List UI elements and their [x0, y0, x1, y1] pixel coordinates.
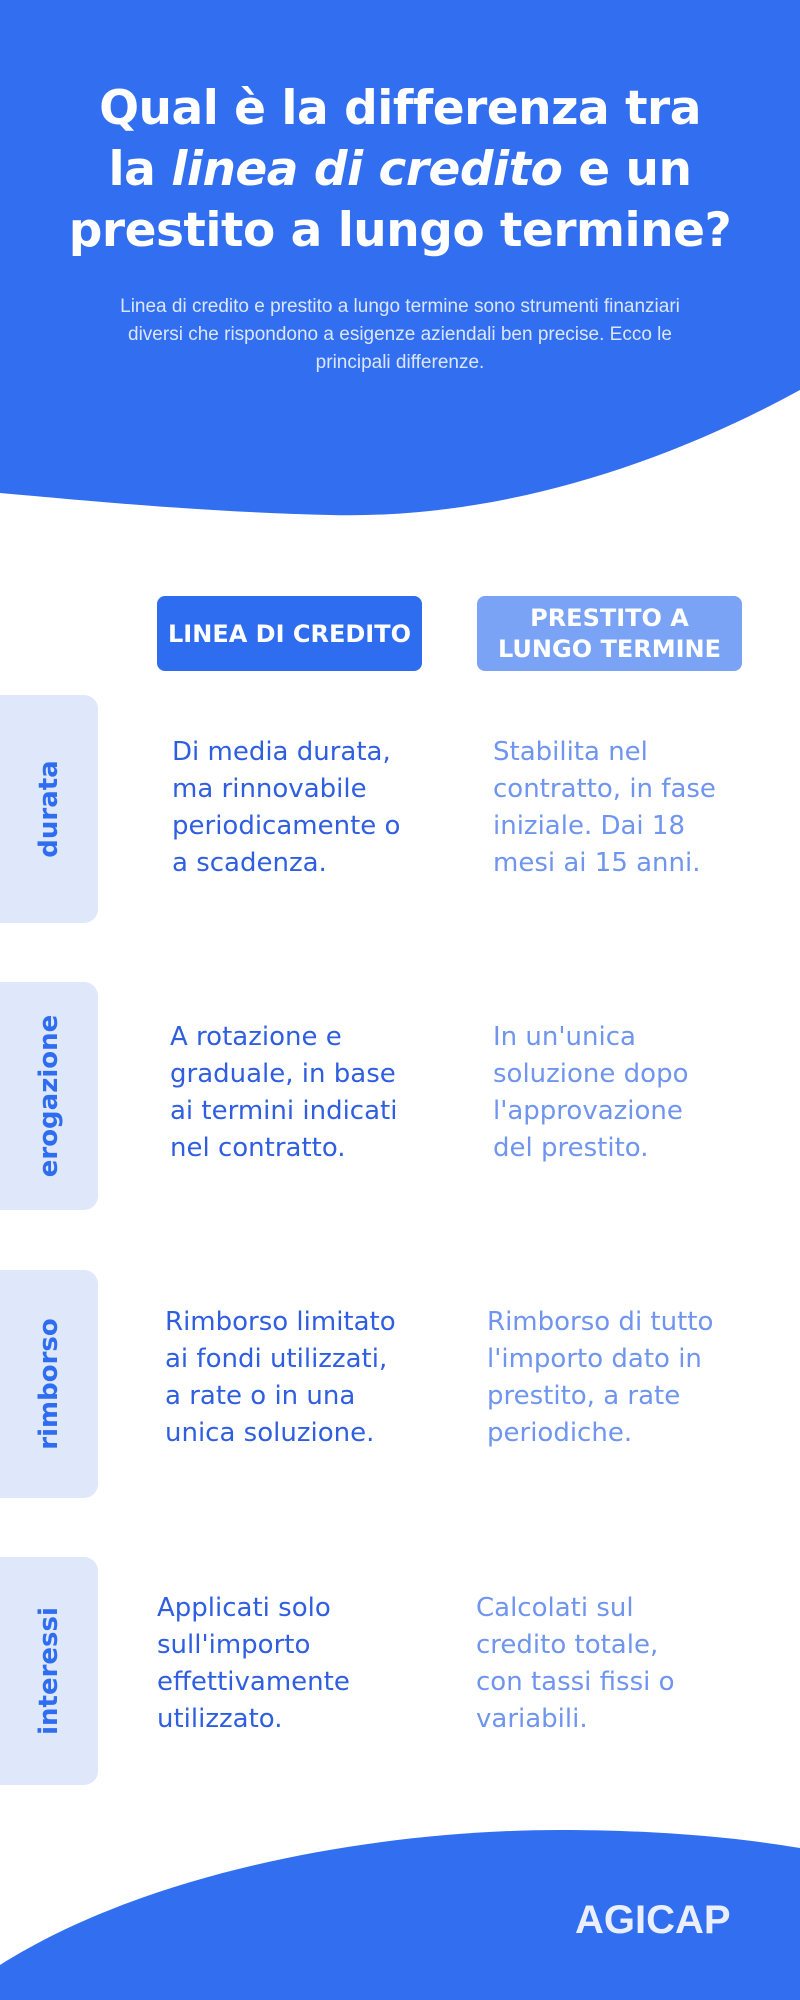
page-title: [60, 78, 740, 261]
row-tab-erogazione: [0, 982, 98, 1210]
row-label-erogazione: erogazione: [34, 1014, 64, 1178]
column-header-prestito-label: PRESTITO A LUNGO TERMINE: [497, 603, 721, 663]
page-subtitle: Linea di credito e prestito a lungo termine sono strumenti finanziari diversi che rispondono a esigenze aziendali ben precise. Ecco le principali differenze.: [120, 296, 680, 373]
cell-rimborso-prestito: Rimborso di tutto l'importo dato in prestito, a rate periodiche.: [487, 1307, 714, 1448]
column-header-prestito: [477, 596, 742, 671]
brand-logo: AGICAP: [575, 1898, 731, 1942]
cell-interessi-prestito: Calcolati sul credito totale, con tassi fissi o variabili.: [476, 1593, 675, 1734]
row-tab-interessi: [0, 1557, 98, 1785]
title-line-2-pre: la: [108, 142, 172, 197]
cell-rimborso-linea: Rimborso limitato ai fondi utilizzati, a rate o in una unica soluzione.: [165, 1307, 396, 1448]
cell-erogazione-prestito: In un'unica soluzione dopo l'approvazione del prestito.: [493, 1022, 689, 1163]
title-emphasis: linea di credito: [171, 142, 563, 197]
row-label-interessi: interessi: [34, 1607, 64, 1735]
title-line-1: Qual è la differenza tra: [99, 81, 701, 136]
column-header-linea-di-credito: LINEA DI CREDITO: [157, 596, 422, 671]
row-label-durata: durata: [34, 760, 64, 858]
title-line-2: [60, 139, 740, 200]
cell-interessi-linea: Applicati solo sull'importo effettivamente utilizzato.: [157, 1593, 350, 1734]
row-tab-rimborso: [0, 1270, 98, 1498]
row-label-rimborso: rimborso: [34, 1318, 64, 1450]
row-tab-durata: [0, 695, 98, 923]
cell-erogazione-linea: A rotazione e graduale, in base ai termini indicati nel contratto.: [170, 1022, 398, 1163]
cell-durata-prestito: Stabilita nel contratto, in fase iniziale. Dai 18 mesi ai 15 anni.: [493, 737, 716, 878]
title-line-3: prestito a lungo termine?: [68, 203, 732, 258]
cell-durata-linea: Di media durata, ma rinnovabile periodicamente o a scadenza.: [172, 737, 401, 878]
title-line-2-post: e un: [562, 142, 692, 197]
